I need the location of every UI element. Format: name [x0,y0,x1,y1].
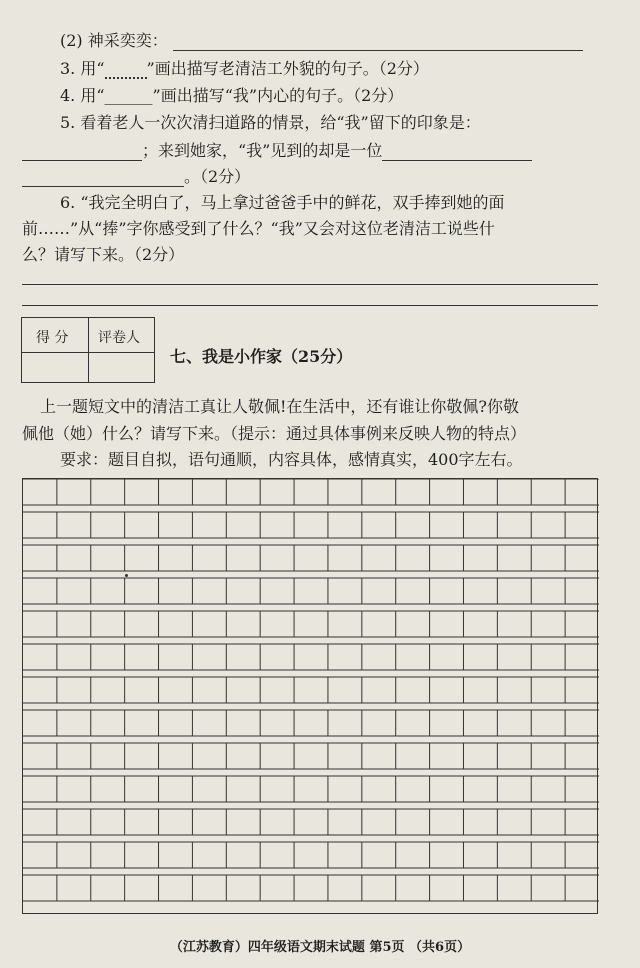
q3 [60,56,429,79]
q4: 4. 用“______”画出描写“我”内心的句子。（2分） [60,86,404,105]
q6-answer-line-1[interactable] [22,284,598,285]
q2-answer-blank[interactable] [173,32,583,51]
section7-prompt-1: 上一题短文中的清洁工真让人敬佩!在生活中，还有谁让你敬佩?你敬 [40,397,520,416]
section7-requirement: 要求：题目自拟，语句通顺，内容具体，感情真实，400字左右。 [60,450,523,469]
score-box [21,317,155,383]
score-label: 得 分 [36,330,69,346]
q5-line3 [22,164,250,187]
q5-answer-blank-1[interactable] [22,142,142,161]
q6-answer-line-2[interactable] [22,305,598,306]
grader-input[interactable] [90,354,152,380]
q3-prefix: 3. 用“ [60,59,105,78]
q3-suffix: ”画出描写老清洁工外貌的句子。（2分） [146,59,429,78]
q6-line3: 么？请写下来。（2分） [22,245,185,264]
composition-grid[interactable] [22,478,598,914]
score-input[interactable] [24,354,86,380]
q5-answer-blank-3[interactable] [22,168,184,187]
page-footer: （江苏教育）四年级语文期末试题 第5页 （共6页） [169,940,471,955]
section7-prompt-2: 佩他（她）什么？请写下来。（提示：通过具体事例来反映人物的特点） [22,424,527,443]
q5-line2-text: ；来到她家，“我”见到的却是一位 [142,141,383,160]
q5-answer-blank-2[interactable] [382,142,532,161]
q2-item [60,28,583,51]
ink-dot [125,574,128,577]
q6-line2: 前……”从“捧”字你感受到了什么？“我”又会对这位老清洁工说些什 [22,219,495,238]
grader-label: 评卷人 [98,330,140,346]
q5-line3-text: 。（2分） [184,167,251,186]
q5-line2 [22,138,532,161]
wavy-underline-mark [105,63,147,79]
q2-item-text: (2) 神采奕奕： [60,31,168,50]
q6-line1: 6. “我完全明白了，马上拿过爸爸手中的鲜花，双手捧到她的面 [60,193,505,212]
q5-line1: 5. 看着老人一次次清扫道路的情景，给“我”留下的印象是： [60,113,481,132]
grid-lines [23,479,599,915]
section7-title: 七、我是小作家（25分） [170,347,353,366]
